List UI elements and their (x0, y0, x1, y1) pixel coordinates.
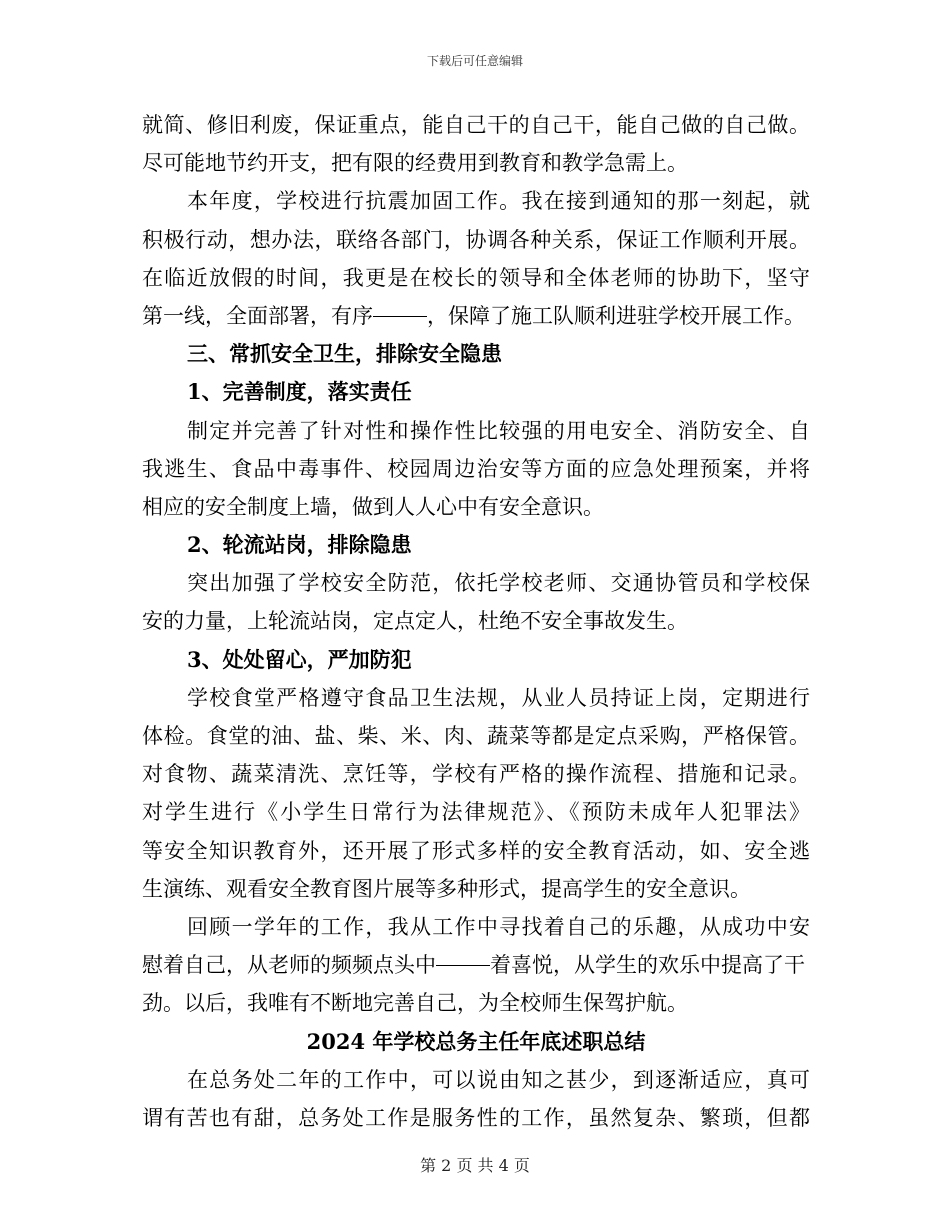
paragraph-line: 回顾一学年的工作，我从工作中寻找着自己的乐趣，从成功中安 (187, 914, 810, 939)
paragraph-line: 在临近放假的时间，我更是在校长的领导和全体老师的协助下，坚守 (142, 265, 810, 290)
paragraph-line (142, 297, 810, 335)
document-body (142, 106, 810, 1137)
blank-underline (373, 315, 427, 317)
line-text-part: 着喜悦，从学生的欢乐中提高了干 (490, 953, 805, 978)
page-footer: 第 2 页 共 4 页 (420, 1156, 530, 1175)
paragraph-line (142, 946, 810, 984)
paragraph-line: 本年度，学校进行抗震加固工作。我在接到通知的那一刻起，就 (187, 189, 810, 214)
document-title: 2024 年学校总务主任年底述职总结 (306, 1028, 646, 1054)
paragraph-line: 谓有苦也有甜，总务处工作是服务性的工作，虽然复杂、繁琐，但都 (142, 1105, 810, 1130)
paragraph-line: 学校食堂严格遵守食品卫生法规，从业人员持证上岗，定期进行 (187, 685, 810, 710)
subsection-heading: 3、处处留心，严加防犯 (187, 646, 412, 672)
subsection-heading: 2、轮流站岗，排除隐患 (187, 532, 412, 558)
section-heading: 三、常抓安全卫生，排除安全隐患 (187, 341, 502, 367)
paragraph-line: 对学生进行《小学生日常行为法律规范》、《预防未成年人犯罪法》 (142, 800, 810, 825)
paragraph-line: 生演练、观看安全教育图片展等多种形式，提高学生的安全意识。 (142, 876, 751, 901)
blank-underline (436, 964, 490, 966)
paragraph-line: 突出加强了学校安全防范，依托学校老师、交通协管员和学校保 (187, 571, 810, 596)
line-text-part: 慰着自己，从老师的频频点头中 (142, 953, 436, 978)
paragraph-line: 制定并完善了针对性和操作性比较强的用电安全、消防安全、自 (187, 418, 810, 443)
line-text-part: ，保障了施工队顺利进驻学校开展工作。 (427, 303, 805, 328)
paragraph-line: 我逃生、食品中毒事件、校园周边治安等方面的应急处理预案，并将 (142, 456, 810, 481)
paragraph-line: 在总务处二年的工作中，可以说由知之甚少，到逐渐适应，真可 (187, 1067, 810, 1092)
paragraph-line: 对食物、蔬菜清洗、烹饪等，学校有严格的操作流程、措施和记录。 (142, 762, 810, 787)
paragraph-line: 等安全知识教育外，还开展了形式多样的安全教育活动，如、安全逃 (142, 838, 810, 863)
paragraph-line: 就简、修旧利废，保证重点，能自己干的自己干，能自己做的自己做。 (142, 113, 810, 137)
paragraph-line: 积极行动，想办法，联络各部门，协调各种关系，保证工作顺利开展。 (142, 227, 810, 252)
paragraph-line: 相应的安全制度上墙，做到人人心中有安全意识。 (142, 494, 604, 519)
paragraph-line: 安的力量，上轮流站岗，定点定人，杜绝不安全事故发生。 (142, 609, 688, 634)
subsection-heading: 1、完善制度，落实责任 (187, 379, 412, 405)
line-text-part: 第一线，全面部署，有序 (142, 303, 373, 328)
paragraph-line: 劲。以后，我唯有不断地完善自己，为全校师生保驾护航。 (142, 991, 688, 1016)
paragraph-line: 体检。食堂的油、盐、柴、米、肉、蔬菜等都是定点采购，严格保管。 (142, 724, 810, 748)
paragraph-line: 尽可能地节约开支，把有限的经费用到教育和教学急需上。 (142, 151, 688, 176)
page-header: 下载后可任意编辑 (426, 54, 523, 68)
